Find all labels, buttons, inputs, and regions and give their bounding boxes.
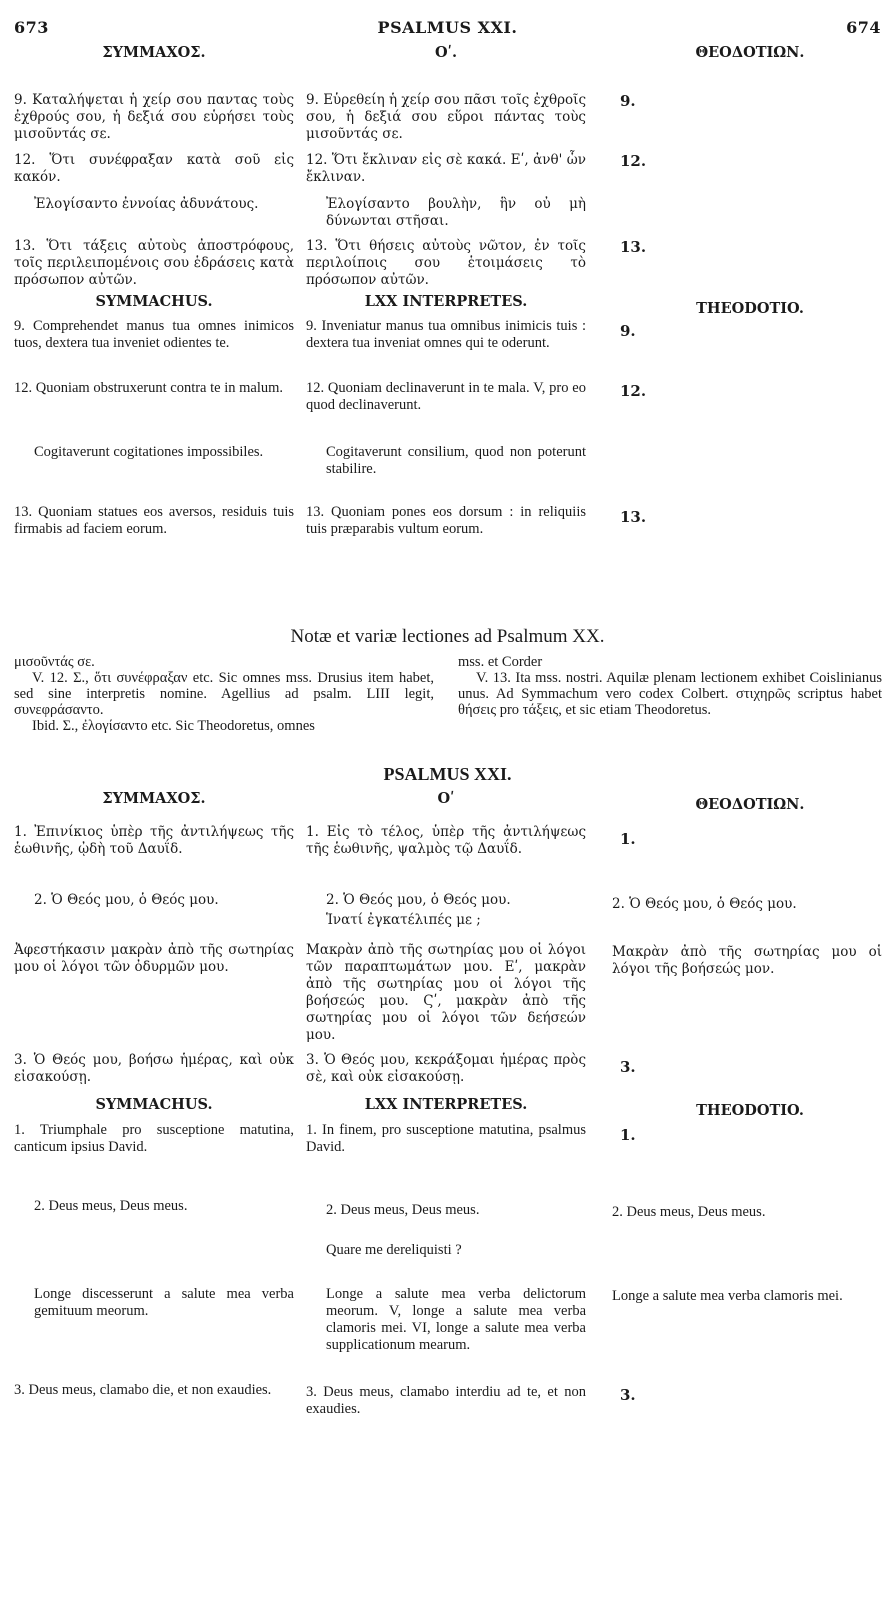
s2-gk-lxx-1: 1. Εἰς τὸ τέλος, ὑπὲρ τῆς ἀντιλήψεως τῆς ἑωθινῆς, ψαλμὸς τῷ Δαυΐδ. (306, 824, 586, 857)
notes-right-column (458, 654, 882, 718)
s1-gk-sym-13: 13. Ὅτι τάξεις αὐτοὺς ἀποστρόφους, τοῖς περιλειπομένοις σου ἑδράσεις κατὰ πρόσωπον αὐτῶν. (14, 238, 294, 288)
s2-lt-lxx-1: 1. In finem, pro susceptione matutina, psalmus David. (306, 1122, 586, 1155)
s2-lt-theo-2: 2. Deus meus, Deus meus. (612, 1204, 766, 1220)
left-page-number: 673 (14, 18, 49, 37)
gk-head-symmachus: ΣΥΜΜΑΧΟΣ. (102, 44, 206, 61)
s2-lt-head-symmachus: SYMMACHUS. (95, 1096, 213, 1113)
s1-gk-lxx-9: 9. Εὑρεθείη ἡ χείρ σου πᾶσι τοῖς ἐχθροῖς σου, ἡ δεξιά σου εὕροι πάντας τοὺς μισοῦντάς σε. (306, 92, 586, 142)
notes-title: Notæ et variæ lectiones ad Psalmum XX. (290, 626, 605, 647)
s1-lt-lxx-12: 12. Quoniam declinaverunt in te mala. V, pro eo quod declinaverunt. (306, 380, 586, 413)
s2-lt-lxx-3: 3. Deus meus, clamabo interdiu ad te, et non exaudies. (306, 1384, 586, 1417)
s1-lt-theo-12: 12. (620, 382, 647, 400)
note-left-0: μισοῦντάς σε. (14, 654, 95, 670)
lt-head-lxx: LXX INTERPRETES. (364, 293, 528, 310)
s1-gk-sym-12: 12. Ὅτι συνέφραξαν κατὰ σοῦ εἰς κακόν. (14, 152, 294, 185)
s2-gk-sym-2: 2. Ὁ Θεός μου, ὁ Θεός μου. (34, 892, 219, 908)
s2-gk-head-symmachus: ΣΥΜΜΑΧΟΣ. (102, 790, 206, 807)
notes-left-column (14, 654, 434, 734)
note-right-0: mss. et Corder (458, 654, 543, 670)
s1-lt-lxx-13: 13. Quoniam pones eos dorsum : in reliquiis tuis præparabis vultum eorum. (306, 504, 586, 537)
s2-lt-head-lxx: LXX INTERPRETES. (364, 1096, 528, 1113)
s2-gk-lxx-3: 3. Ὁ Θεός μου, κεκράξομαι ἡμέρας πρὸς σὲ, καὶ οὐκ εἰσακούσῃ. (306, 1052, 586, 1085)
s2-gk-theo-3: 3. (620, 1058, 636, 1076)
lt-head-symmachus: SYMMACHUS. (95, 293, 213, 310)
lt-head-theodotio: THEODOTIO. (696, 300, 804, 317)
s2-lt-lxx-2: 2. Deus meus, Deus meus. (326, 1202, 480, 1218)
s1-gk-lxx-13: 13. Ὅτι θήσεις αὐτοὺς νῶτον, ἐν τοῖς περιλοίποις σου ἑτοιμάσεις τὸ πρόσωπον αὐτῶν. (306, 238, 586, 288)
s2-gk-lxx-longe: Μακρὰν ἀπὸ τῆς σωτηρίας μου οἱ λόγοι τῶν παραπτωμάτων μου. Εʹ, μακρὰν ἀπὸ τῆς σωτηρίας μου οἱ λόγοι τῆς βοήσεώς μου. Ϛʹ, μακρὰν ἀπὸ τῆς σωτηρίας μου οἱ λόγοι τῶν δεήσεών μου. (306, 942, 586, 1043)
running-title: PSALMUS XXI. (377, 18, 518, 37)
note-left-2: Ibid. Σ., ἐλογίσαντο etc. Sic Theodoretus, omnes (32, 718, 315, 734)
s2-lt-lxx-longe: Longe a salute mea verba delictorum meorum. V, longe a salute mea verba clamoris mei. VI, longe a salute mea verba supplicationum mearum. (326, 1286, 586, 1353)
s2-lt-head-theodotio: THEODOTIO. (696, 1102, 804, 1119)
s2-gk-head-theodotion: ΘΕΟΔΟΤΙΩΝ. (695, 796, 805, 813)
s1-gk-lxx-12: 12. Ὅτι ἔκλιναν εἰς σὲ κακά. Εʹ, ἀνθ' ὧν ἔκλιναν. (306, 152, 586, 185)
s2-lt-theo-1: 1. (620, 1126, 636, 1144)
s1-lt-sym-12: 12. Quoniam obstruxerunt contra te in malum. (14, 380, 284, 396)
s1-lt-theo-13: 13. (620, 508, 647, 526)
s2-lt-sym-2: 2. Deus meus, Deus meus. (34, 1198, 188, 1214)
s1-gk-sym-9: 9. Καταλήψεται ἡ χείρ σου παντας τοὺς ἐχθρούς σου, ἡ δεξιά σου εὑρήσει τοὺς μισοῦντάς σε. (14, 92, 294, 142)
s1-gk-lxx-cogit: Ἐλογίσαντο βουλὴν, ἣν οὐ μὴ δύνωνται στῆσαι. (326, 196, 586, 229)
s1-lt-lxx-cogit: Cogitaverunt consilium, quod non poterunt stabilire. (326, 444, 586, 477)
s2-lt-sym-1: 1. Triumphale pro susceptione matutina, canticum ipsius David. (14, 1122, 294, 1155)
s1-gk-sym-cogit: Ἐλογίσαντο ἐννοίας ἀδυνάτους. (34, 196, 259, 212)
s1-lt-lxx-9: 9. Inveniatur manus tua omnibus inimicis tuis : dextera tua inveniat omnes qui te oderunt. (306, 318, 586, 351)
s1-lt-sym-9: 9. Comprehendet manus tua omnes inimicos tuos, dextera tua inveniet odientes te. (14, 318, 294, 351)
psalm-title: PSALMUS XXI. (383, 764, 512, 784)
gk-head-theodotion: ΘΕΟΔΟΤΙΩΝ. (695, 44, 805, 61)
s1-gk-theo-9: 9. (620, 92, 636, 110)
s1-gk-theo-13: 13. (620, 238, 647, 256)
note-right-1: V. 13. Ita mss. nostri. Aquilæ plenam lectionem exhibet Coislinianus unus. Ad Symmachum vero codex Colbert. στιχηρῶς scriptus habet θήσεις pro τάξεις, et sic etiam Theodoretus. (458, 670, 882, 718)
s2-gk-sym-longe: Ἀφεστήκασιν μακρὰν ἀπὸ τῆς σωτηρίας μου οἱ λόγοι τῶν ὀδυρμῶν μου. (14, 942, 294, 975)
s2-gk-head-lxx: Οʹ (437, 790, 455, 807)
s1-lt-sym-cogit: Cogitaverunt cogitationes impossibiles. (34, 444, 264, 460)
s2-gk-theo-longe: Μακρὰν ἀπὸ τῆς σωτηρίας μου οἱ λόγοι τῆς βοήσεώς μον. (612, 944, 882, 977)
note-left-1: V. 12. Σ., ὅτι συνέφραξαν etc. Sic omnes mss. Drusius item habet, sed sine interpretis nomine. Agellius ad psalm. LIII legit, συνεφράσαντο. (14, 670, 434, 718)
s1-gk-theo-12: 12. (620, 152, 647, 170)
s2-lt-sym-longe: Longe discesserunt a salute mea verba gemituum meorum. (34, 1286, 294, 1319)
gk-head-lxx: Οʹ. (434, 44, 458, 61)
s2-gk-lxx-2: 2. Ὁ Θεός μου, ὁ Θεός μου. (326, 892, 511, 908)
s2-lt-theo-3: 3. (620, 1386, 636, 1404)
s2-gk-sym-1: 1. Ἐπινίκιος ὑπὲρ τῆς ἀντιλήψεως τῆς ἑωθινῆς, ᾠδὴ τοῦ Δαυΐδ. (14, 824, 294, 857)
s2-gk-theo-2: 2. Ὁ Θεός μου, ὁ Θεός μου. (612, 896, 797, 912)
s2-gk-sym-3: 3. Ὁ Θεός μου, βοήσω ἡμέρας, καὶ οὐκ εἰσακούσῃ. (14, 1052, 294, 1085)
s2-lt-theo-longe: Longe a salute mea verba clamoris mei. (612, 1288, 843, 1304)
s2-gk-theo-1: 1. (620, 830, 636, 848)
s2-gk-lxx-quare: Ἱνατί ἐγκατέλιπές με ; (326, 912, 481, 928)
right-page-number: 674 (846, 18, 881, 37)
s2-lt-sym-3: 3. Deus meus, clamabo die, et non exaudies. (14, 1382, 272, 1398)
s2-lt-lxx-quare: Quare me dereliquisti ? (326, 1242, 462, 1258)
s1-lt-sym-13: 13. Quoniam statues eos aversos, residuis tuis firmabis ad faciem eorum. (14, 504, 294, 537)
s1-lt-theo-9: 9. (620, 322, 636, 340)
